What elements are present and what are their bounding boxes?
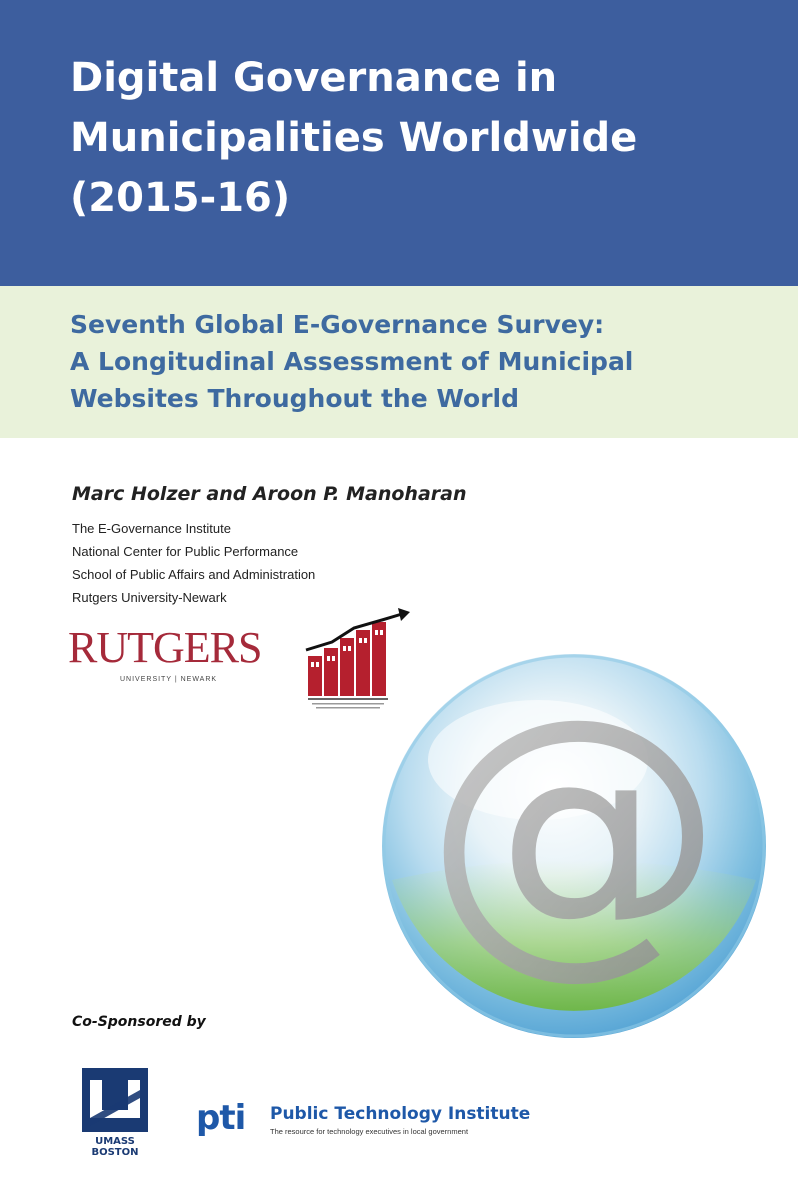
cosponsored-label: Co-Sponsored by <box>72 1014 206 1030</box>
subtitle-line-2: A Longitudinal Assessment of Municipal <box>70 347 634 376</box>
affiliation-line: Rutgers University-Newark <box>72 590 227 605</box>
book-title <box>70 48 770 228</box>
pti-name: Public Technology Institute <box>270 1104 531 1124</box>
at-sign-globe-icon <box>378 650 770 1042</box>
affiliations <box>72 517 315 609</box>
title-line-2: Municipalities Worldwide <box>70 115 638 161</box>
book-subtitle <box>70 306 770 417</box>
umass-wordmark <box>82 1136 148 1158</box>
svg-text:@: @ <box>424 654 724 1003</box>
subtitle-line-3: Websites Throughout the World <box>70 384 520 413</box>
subtitle-line-1: Seventh Global E-Governance Survey: <box>70 310 605 339</box>
pti-logo-mark: pti <box>196 1098 246 1138</box>
title-line-3: (2015-16) <box>70 175 291 221</box>
title-line-1: Digital Governance in <box>70 55 558 101</box>
umass-line: BOSTON <box>91 1147 139 1158</box>
rutgers-logo <box>68 623 268 692</box>
affiliation-line: National Center for Public Performance <box>72 544 299 559</box>
rutgers-wordmark: RUTGERS <box>68 623 262 672</box>
rutgers-subtext: UNIVERSITY | NEWARK <box>120 676 218 683</box>
affiliation-line: School of Public Affairs and Administration <box>72 567 316 582</box>
pti-tagline: The resource for technology executives in local government <box>270 1127 469 1136</box>
umass-line: UMASS <box>95 1136 135 1147</box>
affiliation-line: The E-Governance Institute <box>72 521 231 536</box>
authors: Marc Holzer and Aroon P. Manoharan <box>72 483 467 505</box>
